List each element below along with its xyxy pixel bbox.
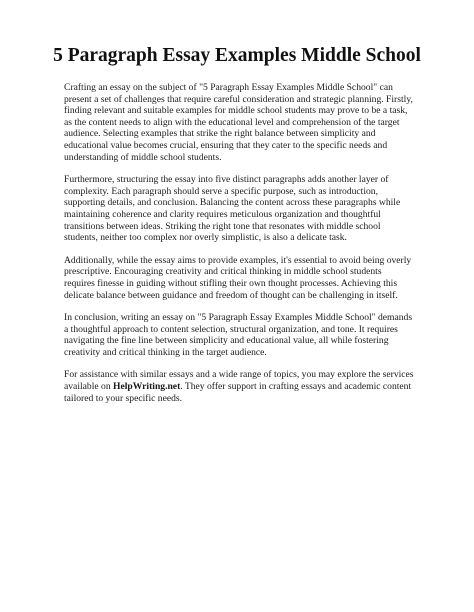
helpwriting-link[interactable]: HelpWriting.net (113, 381, 181, 393)
paragraph-4: In conclusion, writing an essay on "5 Paragraph Essay Examples Middle School" demands a thoughtful approach to content selection, structural organization, and tone. It requires navigating the fine line between simplicity and educational value, all while fostering creativity and critical thinking in the target audience. (64, 312, 413, 358)
closing-text-before: For assistance with similar essays and a wide range of topics, you may explore the services available on (64, 369, 414, 393)
closing-paragraph (64, 369, 414, 404)
paragraph-2: Furthermore, structuring the essay into five distinct paragraphs adds another layer of complexity. Each paragraph should serve a specific purpose, such as introduction, supporting details, and conclusion. Balancing the content across these paragraphs while maintaining coherence and clarity requires meticulous organization and thoughtful transitions between ideas. Striking the right tone that resonates with middle school students, neither too complex nor overly simplistic, is also a delicate task. (64, 174, 401, 244)
document-title: 5 Paragraph Essay Examples Middle School (53, 45, 421, 66)
document-body (64, 82, 414, 415)
closing-text-after: . They offer support in crafting essays and academic content tailored to your specific needs. (64, 381, 412, 404)
paragraph-3: Additionally, while the essay aims to provide examples, it's essential to avoid being overly prescriptive. Encouraging creativity and critical thinking in middle school students requires finesse in guiding without stifling their own thought processes. Achieving this delicate balance between guidance and freedom of thought can be challenging in itself. (64, 254, 412, 301)
paragraph-1: Crafting an essay on the subject of "5 Paragraph Essay Examples Middle School" can present a set of challenges that require careful consideration and strategic planning. Firstly, finding relevant and suitable examples for middle school students may prove to be a task, as the content needs to align with the educational level and comprehension of the target audience. Selecting examples that strike the right balance between simplicity and educational value becomes crucial, ensuring that they cater to the specific needs and understanding of middle school students. (64, 82, 413, 163)
